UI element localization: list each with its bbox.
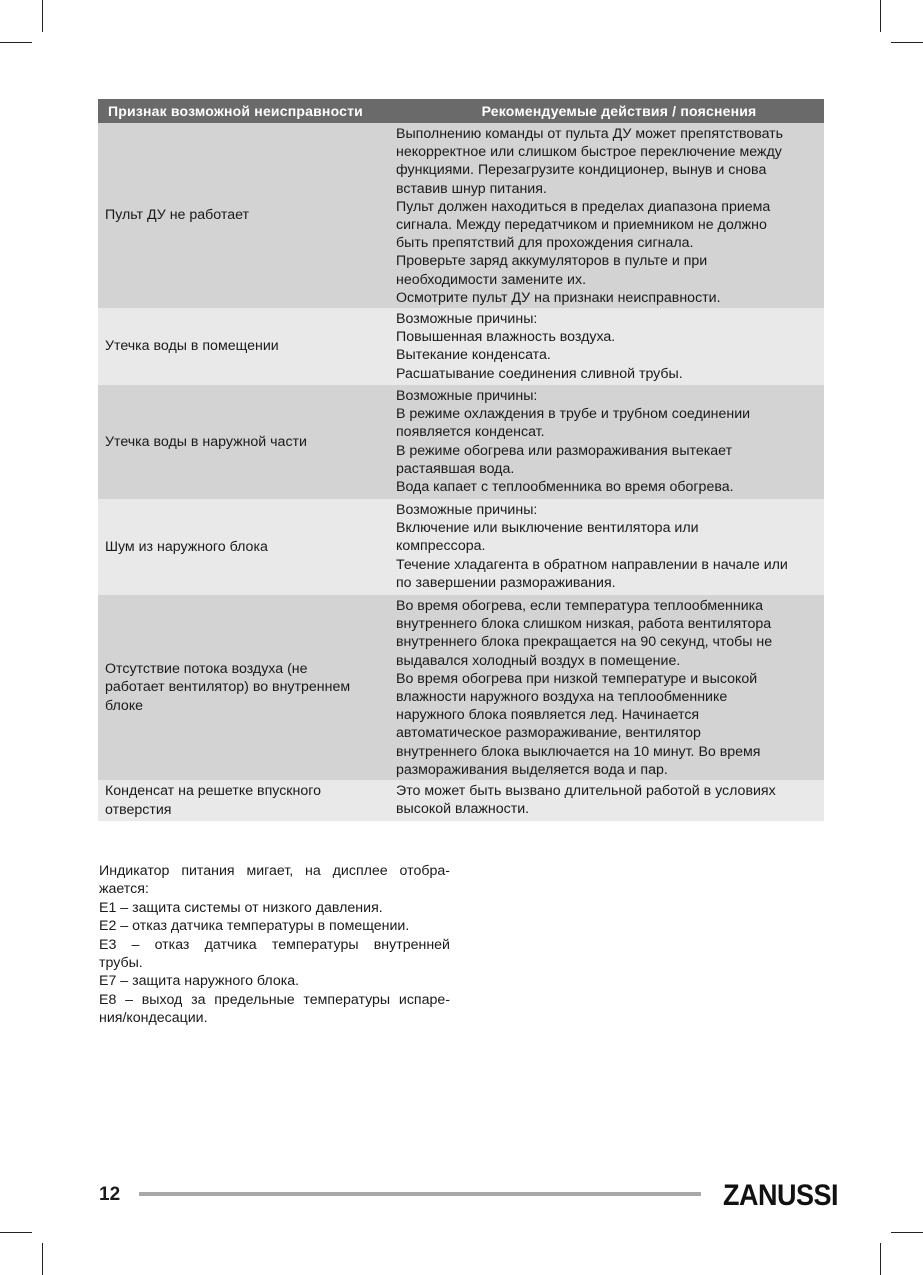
error-code-e3: Е3 – отказ датчика температуры внутренней <box>99 936 450 953</box>
symptom-cell: Утечка воды в наружной части <box>105 433 307 450</box>
action-line: влажности наружного воздуха на теплообменнике <box>396 689 728 706</box>
action-line: выдавался холодный воздух в помещение. <box>396 652 681 669</box>
symptom-line: отверстия <box>105 801 172 818</box>
actions-cell <box>390 780 824 821</box>
error-codes <box>99 862 450 1028</box>
error-code-e8: Е8 – выход за предельные температуры испаре- <box>99 991 450 1008</box>
crop-mark <box>42 1243 43 1275</box>
symptom-line: Отсутствие потока воздуха (не <box>105 660 308 677</box>
action-line: Пульт должен находиться в пределах диапазона приема <box>396 198 771 215</box>
actions-cell <box>390 595 824 780</box>
action-line: появляется конденсат. <box>396 424 545 441</box>
error-intro: жается: <box>99 881 149 898</box>
symptom-line: работает вентилятор) во внутреннем <box>105 679 351 696</box>
action-line: Выполнению команды от пульта ДУ может препятствовать <box>396 126 784 142</box>
troubleshooting-table <box>98 99 824 821</box>
error-intro: Индикатор питания мигает, на дисплее отобра- <box>99 863 450 879</box>
table-row <box>98 385 824 499</box>
actions-cell <box>390 499 824 595</box>
action-line: внутреннего блока слишком низкая, работа вентилятора <box>396 616 772 633</box>
action-line: по завершении размораживания. <box>396 574 616 591</box>
action-line: размораживания выделяется вода и пар. <box>396 761 668 778</box>
action-line: Повышенная влажность воздуха. <box>396 329 616 346</box>
table-row <box>98 499 824 595</box>
action-line: Вода капает с теплообменника во время обогрева. <box>396 479 734 496</box>
action-line: Во время обогрева, если температура теплообменника <box>396 598 764 614</box>
crop-mark <box>891 42 923 43</box>
action-line: функциями. Перезагрузите кондиционер, вынув и снова <box>396 162 767 179</box>
symptom-cell: Пульт ДУ не работает <box>105 207 249 224</box>
action-line: Осмотрите пульт ДУ на признаки неисправности. <box>396 289 721 306</box>
footer-divider <box>139 1192 701 1196</box>
symptom-line: блоке <box>105 697 144 714</box>
action-line: автоматическое размораживание, вентилятор <box>396 725 701 742</box>
symptom-cell <box>98 595 390 780</box>
symptom-cell: Шум из наружного блока <box>105 538 268 555</box>
action-line: Возможные причины: <box>396 502 538 518</box>
action-line: В режиме охлаждения в трубе и трубном соединении <box>396 406 751 423</box>
action-line: растаявшая вода. <box>396 460 515 477</box>
actions-cell <box>390 308 824 385</box>
header-actions: Рекомендуемые действия / пояснения <box>481 103 757 119</box>
table-row <box>98 123 824 308</box>
action-line: внутреннего блока выключается на 10 минут. Во время <box>396 743 761 760</box>
error-code-e7: Е7 – защита наружного блока. <box>99 973 300 990</box>
action-line: Возможные причины: <box>396 388 538 404</box>
symptom-line: Конденсат на решетке впускного <box>105 783 321 799</box>
crop-mark <box>0 42 32 43</box>
header-symptom: Признак возможной неисправности <box>108 103 363 119</box>
actions-cell <box>390 123 824 308</box>
action-line: компрессора. <box>396 538 486 555</box>
error-code-e8-cont: ния/кондесации. <box>99 1010 208 1027</box>
action-line: Во время обогрева при низкой температуре и высокой <box>396 670 758 687</box>
action-line: Это может быть вызвано длительной работой в условиях <box>396 783 776 799</box>
action-line: некорректное или слишком быстрое переключение между <box>396 144 782 161</box>
action-line: Расшатывание соединения сливной трубы. <box>396 365 683 382</box>
action-line: Проверьте заряд аккумуляторов в пульте и при <box>396 253 708 270</box>
action-line: наружного блока появляется лед. Начинается <box>396 707 700 724</box>
symptom-cell <box>98 780 390 821</box>
crop-mark <box>42 0 43 32</box>
table-row <box>98 595 824 780</box>
brand-logo: ZANUSSI <box>723 1179 839 1212</box>
error-code-e3-cont: трубы. <box>99 955 143 972</box>
crop-mark <box>0 1232 32 1233</box>
action-line: Течение хладагента в обратном направлении в начале или <box>396 556 788 573</box>
crop-mark <box>891 1232 923 1233</box>
crop-mark <box>880 1243 881 1275</box>
action-line: Включение или выключение вентилятора или <box>396 520 699 537</box>
symptom-cell: Утечка воды в помещении <box>105 338 279 355</box>
action-line: В режиме обогрева или размораживания вытекает <box>396 442 733 459</box>
table-row <box>98 308 824 385</box>
action-line: быть препятствий для прохождения сигнала. <box>396 235 694 252</box>
error-code-e1: Е1 – защита системы от низкого давления. <box>99 899 383 916</box>
action-line: сигнала. Между передатчиком и приемником не должно <box>396 217 767 234</box>
action-line: вставив шнур питания. <box>396 180 547 197</box>
actions-cell <box>390 385 824 499</box>
crop-mark <box>880 0 881 32</box>
action-line: внутреннего блока прекращается на 90 секунд, чтобы не <box>396 634 773 651</box>
action-line: Возможные причины: <box>396 311 538 327</box>
error-code-e2: Е2 – отказ датчика температуры в помещении. <box>99 918 410 935</box>
action-line: высокой влажности. <box>396 801 530 818</box>
table-header <box>98 99 824 123</box>
action-line: необходимости замените их. <box>396 271 587 288</box>
table-row <box>98 780 824 821</box>
page-number: 12 <box>99 1184 121 1205</box>
action-line: Вытекание конденсата. <box>396 347 551 364</box>
